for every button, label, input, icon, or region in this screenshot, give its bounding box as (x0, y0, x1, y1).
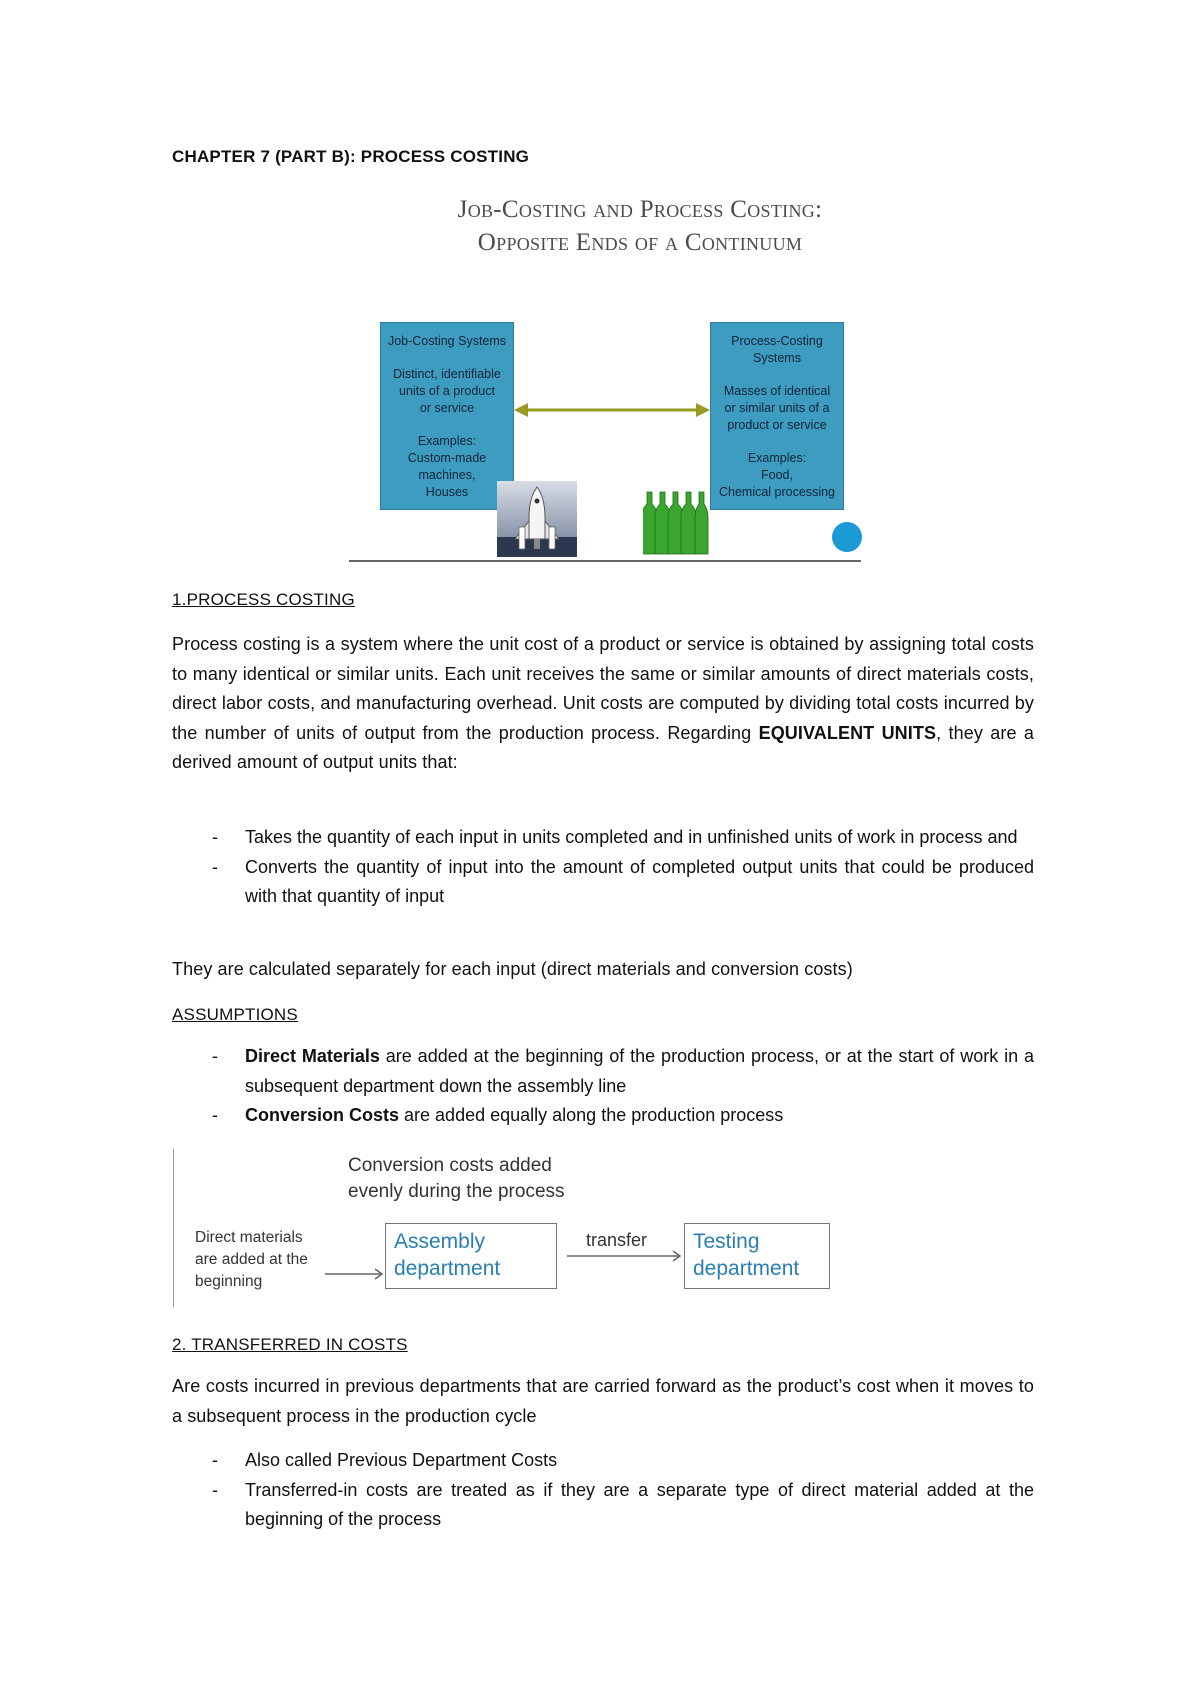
continuum-double-arrow-icon (514, 400, 710, 420)
process-costing-desc-3: product or service (727, 418, 827, 432)
transfer-arrow-icon (567, 1250, 685, 1262)
process-costing-heading-1: Process-Costing (731, 334, 823, 348)
chapter-title: CHAPTER 7 (PART B): PROCESS COSTING (172, 147, 530, 166)
section1-paragraph-part1: Process costing is a system where the unit cost of a product or service is obtained by assigning total costs to many identical or similar units. Each unit receives the same or similar amounts of direct materials costs, direct labor costs, and manufacturing overhead. Unit costs are computed by dividing total costs incurred by the number of units of output from the production process. Regarding (172, 634, 1034, 743)
process-costing-desc-2: or similar units of a (724, 401, 830, 415)
materials-arrow-icon (325, 1268, 387, 1280)
green-bottles-icon (643, 488, 709, 556)
job-costing-desc-1: Distinct, identifiable (393, 367, 501, 381)
process-costing-box (710, 322, 844, 510)
job-costing-heading: Job-Costing Systems (387, 334, 507, 348)
testing-department-line1: Testing (693, 1230, 760, 1253)
direct-materials-note-1: Direct materials (195, 1229, 303, 1246)
assumption-2-text: are added equally along the production process (399, 1105, 784, 1125)
dash-marker: - (212, 1046, 218, 1066)
figure1-title-line1: Job-Costing and Process Costing: (457, 196, 823, 223)
figure2-title-line1: Conversion costs added (348, 1155, 552, 1176)
list-item (172, 823, 1034, 853)
direct-materials-note-2: are added at the (195, 1251, 308, 1268)
dash-marker: - (212, 1450, 218, 1470)
figure1-title (360, 193, 920, 259)
assumptions-heading: ASSUMPTIONS (172, 1005, 298, 1024)
job-costing-example-2: machines, (418, 468, 476, 482)
space-shuttle-icon (497, 481, 577, 557)
process-costing-desc-1: Masses of identical (723, 384, 831, 398)
dash-marker: - (212, 1105, 218, 1125)
assumption-1-text: are added at the beginning of the production process, or at the start of work in a subsequent department down the assembly line (245, 1046, 1035, 1096)
job-costing-examples-label: Examples: (417, 434, 477, 448)
testing-department-box (684, 1223, 830, 1289)
job-costing-box (380, 322, 514, 510)
list-item (172, 853, 1034, 912)
section2-bullet-2: Transferred-in costs are treated as if they are a separate type of direct material added at the beginning of the process (245, 1479, 1034, 1529)
transfer-label: transfer (586, 1230, 648, 1250)
dash-marker: - (212, 827, 218, 847)
figure2-left-rule (173, 1149, 174, 1307)
blue-circle-icon (831, 521, 863, 553)
section1-paragraph-part2: , they are a derived amount of output units that: (172, 722, 1034, 772)
direct-materials-note (195, 1227, 308, 1293)
section1-bullet-1: Takes the quantity of each input in units completed and in unfinished units of work in process and (245, 827, 1018, 847)
section2-bullet-1: Also called Previous Department Costs (245, 1450, 558, 1470)
testing-department-line2: department (693, 1257, 800, 1280)
list-item (172, 1101, 1034, 1131)
section1-paragraph (172, 630, 1034, 778)
dash-marker: - (212, 1479, 218, 1500)
job-costing-example-1: Custom-made (407, 451, 487, 465)
conversion-costs-term: Conversion Costs (245, 1105, 400, 1125)
section1-bullet-list (172, 823, 1034, 912)
assembly-department-box (385, 1223, 557, 1289)
assembly-department-line2: department (394, 1257, 501, 1280)
assembly-department-line1: Assembly (394, 1230, 486, 1253)
process-costing-heading-2: Systems (753, 351, 801, 365)
figure2-title (348, 1153, 565, 1205)
section2-bullet-list (172, 1446, 1034, 1535)
process-costing-examples-label: Examples: (747, 451, 807, 465)
section1-heading: 1.PROCESS COSTING (172, 590, 355, 609)
dash-marker: - (212, 856, 218, 877)
assumptions-list (172, 1042, 1034, 1131)
list-item (172, 1446, 1034, 1476)
section1-bullet-2: Converts the quantity of input into the amount of completed output units that could be produced with that quantity of input (245, 856, 1034, 906)
process-costing-example-1: Food, (761, 468, 793, 482)
section2-heading: 2. TRANSFERRED IN COSTS (172, 1335, 408, 1354)
figure1-baseline (349, 560, 861, 562)
list-item (172, 1042, 1034, 1101)
figure1-title-line2: Opposite Ends of a Continuum (477, 229, 803, 256)
calc-note: They are calculated separately for each input (direct materials and conversion costs) (172, 959, 853, 979)
section2-paragraph: Are costs incurred in previous departments that are carried forward as the product’s cost when it moves to a subsequent process in the production cycle (172, 1376, 1034, 1426)
figure2-title-line2: evenly during the process (348, 1181, 565, 1202)
equivalent-units-term: EQUIVALENT UNITS (758, 722, 937, 743)
direct-materials-term: Direct Materials (245, 1046, 380, 1066)
job-costing-desc-3: or service (419, 401, 475, 415)
process-costing-example-2: Chemical processing (718, 485, 836, 499)
job-costing-example-3: Houses (425, 485, 469, 499)
job-costing-desc-2: units of a product (399, 384, 495, 398)
list-item (172, 1476, 1034, 1535)
direct-materials-note-3: beginning (195, 1273, 263, 1290)
